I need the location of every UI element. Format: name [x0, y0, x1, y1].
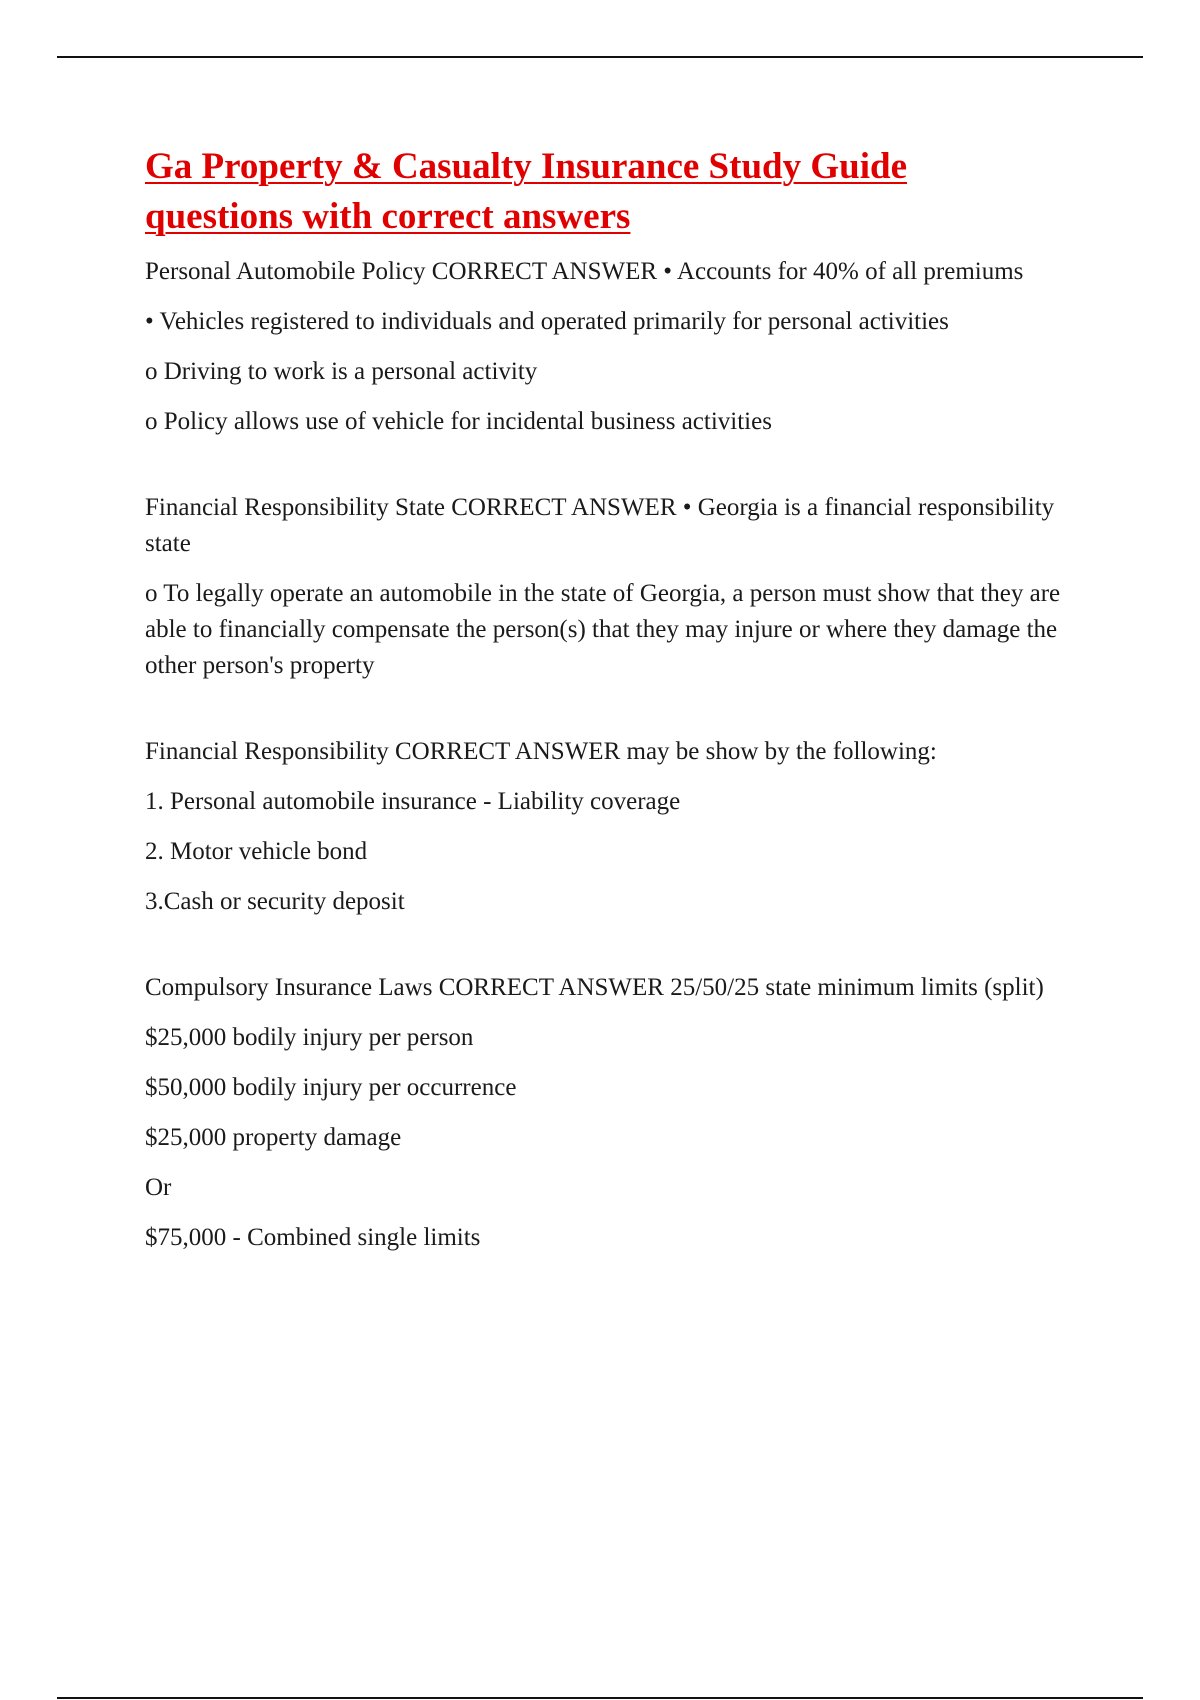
title-line-2: questions with correct answers	[145, 196, 631, 237]
answer-line: 2. Motor vehicle bond	[145, 838, 368, 865]
qa-block-personal-auto-policy	[145, 254, 1105, 440]
answer-line: $75,000 - Combined single limits	[145, 1224, 481, 1251]
qa-block-financial-responsibility-state	[145, 490, 1105, 684]
answer-line: Or	[145, 1174, 172, 1201]
question-line: Financial Responsibility State CORRECT ANSWER • Georgia is a financial responsibility state	[145, 494, 1055, 557]
question-line: Personal Automobile Policy CORRECT ANSWER • Accounts for 40% of all premiums	[145, 258, 1024, 285]
question-line: Financial Responsibility CORRECT ANSWER may be show by the following:	[145, 738, 937, 765]
qa-block-financial-responsibility	[145, 734, 1105, 920]
bottom-rule	[57, 1697, 1143, 1699]
qa-block-compulsory-insurance-laws	[145, 970, 1105, 1256]
answer-line: o To legally operate an automobile in the state of Georgia, a person must show that they are able to financially compensate the person(s) that they may injure or where they damage the other person's property	[145, 580, 1061, 679]
answer-line: o Driving to work is a personal activity	[145, 358, 538, 385]
answer-line: $25,000 property damage	[145, 1124, 402, 1151]
question-line: Compulsory Insurance Laws CORRECT ANSWER 25/50/25 state minimum limits (split)	[145, 974, 1044, 1001]
answer-line: 1. Personal automobile insurance - Liability coverage	[145, 788, 681, 815]
answer-line: • Vehicles registered to individuals and operated primarily for personal activities	[145, 308, 949, 335]
answer-line: $25,000 bodily injury per person	[145, 1024, 474, 1051]
answer-line: $50,000 bodily injury per occurrence	[145, 1074, 517, 1101]
answer-line: 3.Cash or security deposit	[145, 888, 405, 915]
answer-line: o Policy allows use of vehicle for incidental business activities	[145, 408, 772, 435]
top-rule	[57, 56, 1143, 58]
document-title	[145, 142, 1105, 242]
title-line-1: Ga Property & Casualty Insurance Study Guide	[145, 146, 907, 187]
document-body	[145, 142, 1105, 1256]
